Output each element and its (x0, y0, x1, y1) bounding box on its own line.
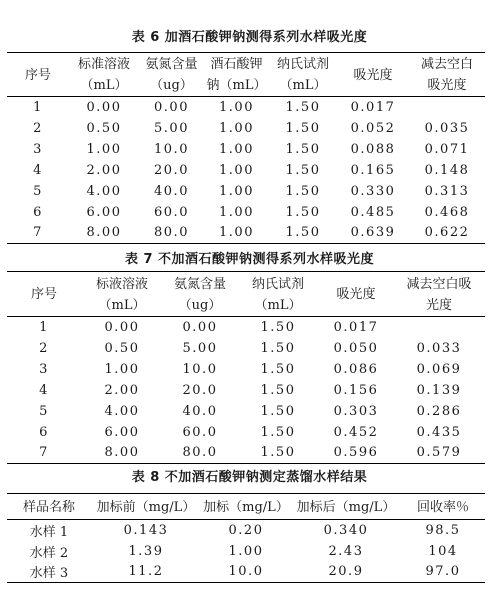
table8-header-cell: 样品名称 (22, 499, 75, 515)
table7-header-cell: 吸光度 (336, 287, 376, 302)
table7-caption: 表 7 不加酒石酸钾钠测得系列水样吸光度 (124, 252, 375, 267)
table7-cell: 1 (39, 319, 49, 335)
table7-cell: 60.0 (182, 424, 218, 440)
table6-cell: 1.00 (86, 141, 122, 157)
table6-cell: 3 (33, 141, 43, 157)
table8-cell: 97.0 (425, 564, 461, 580)
table6-cell: 0.330 (350, 183, 396, 199)
table8-header-cell: 回收率％ (416, 499, 469, 515)
table6-cell: 0.071 (424, 141, 470, 157)
table8-row (7, 541, 485, 562)
table8-row (7, 520, 485, 541)
table7-cell: 4.00 (104, 403, 140, 419)
table6-header-cell: 酒石酸钾 钠（mL） (206, 57, 267, 93)
table7-header (7, 272, 485, 317)
table7-row (7, 401, 485, 422)
table6-cell: 0.622 (424, 225, 470, 241)
table7-header-cell: 氨氮含量 （ug） (173, 276, 226, 313)
table7-cell: 0.286 (416, 403, 462, 419)
table8-cell: 水样 1 (29, 524, 69, 540)
table8-cell: 2.43 (328, 543, 364, 559)
table6-cell: 1.50 (285, 225, 321, 241)
table6-cell: 1.50 (285, 120, 321, 136)
table8-body (7, 520, 485, 583)
table6-header-cell: 标准溶液 （mL） (77, 57, 130, 93)
table7-cell: 1.50 (260, 445, 296, 461)
table8-cell: 水样 2 (29, 545, 69, 561)
table7-cell: 0.033 (416, 340, 462, 356)
table7-cell: 2 (39, 340, 49, 356)
table6-cell: 1.00 (219, 183, 254, 199)
table7-cell: 2.00 (104, 382, 140, 398)
table6-row (7, 223, 485, 244)
table6-cell: 1.00 (219, 99, 254, 115)
table6-row (7, 181, 485, 202)
table8-header-cell: 加标前（mg/L） (96, 499, 196, 515)
table6-row (7, 118, 485, 139)
table6-cell: 8.00 (86, 225, 122, 241)
table6-cell: 80.0 (154, 225, 189, 241)
table6-cell: 0.468 (424, 204, 470, 220)
table6-body (7, 97, 485, 244)
table7-cell: 0.050 (333, 340, 379, 356)
table7 (7, 271, 485, 464)
table6-cell: 1.50 (285, 141, 321, 157)
table7-cell: 1.50 (260, 319, 296, 335)
table7-cell: 1.50 (260, 382, 296, 398)
table6-cell: 7 (33, 225, 43, 241)
table7-cell: 0.596 (333, 445, 379, 461)
table6-cell: 6.00 (86, 204, 122, 220)
table8-header (7, 494, 485, 520)
table7-header-cell: 序号 (30, 287, 57, 302)
table7-cell: 4 (39, 382, 49, 398)
table6-cell: 0.088 (350, 141, 396, 157)
table7-cell: 0.303 (333, 403, 379, 419)
table7-row (7, 359, 485, 380)
table7-cell: 3 (39, 361, 49, 377)
table7-header-cell: 减去空白吸 光度 (406, 276, 472, 313)
table7-cell: 80.0 (182, 445, 218, 461)
table6-cell: 20.0 (154, 162, 189, 178)
table8-row (7, 562, 485, 583)
table7-cell: 1.50 (260, 361, 296, 377)
table7-row (7, 338, 485, 359)
table8 (7, 493, 485, 583)
table6-header-cell: 减去空白 吸光度 (420, 57, 473, 93)
table6-row (7, 139, 485, 160)
table7-cell: 7 (39, 445, 49, 461)
table7-cell: 0.452 (333, 424, 379, 440)
table6-cell: 1.50 (285, 183, 321, 199)
table6-cell: 40.0 (154, 183, 189, 199)
table7-row (7, 443, 485, 464)
table6-cell: 5 (33, 183, 43, 199)
table8-cell: 10.0 (228, 564, 264, 580)
table7-cell: 1.50 (260, 340, 296, 356)
table7-cell: 1.50 (260, 403, 296, 419)
table7-cell: 0.156 (333, 382, 379, 398)
table6-row (7, 202, 485, 223)
table6-row (7, 160, 485, 181)
table8-cell: 1.39 (128, 543, 164, 559)
table6-cell: 1 (33, 99, 43, 115)
table6-cell: 0.50 (86, 120, 122, 136)
table6-cell: 0.485 (350, 204, 396, 220)
table6-cell: 1.00 (219, 141, 254, 157)
table6-cell: 1.00 (219, 162, 254, 178)
table7-row (7, 317, 485, 338)
table7-cell: 1.50 (260, 424, 296, 440)
table6-header-cell: 序号 (24, 67, 51, 83)
table8-caption: 表 8 不加酒石酸钾钠测定蒸馏水样结果 (131, 470, 368, 485)
table6-cell: 0.639 (350, 225, 396, 241)
table6-cell: 4 (33, 162, 43, 178)
table7-cell: 0.069 (416, 361, 462, 377)
table7-cell: 5.00 (182, 340, 218, 356)
table6-cell: 4.00 (86, 183, 122, 199)
table7-cell: 40.0 (182, 403, 218, 419)
table6-cell (409, 97, 485, 118)
table7-cell: 0.086 (333, 361, 379, 377)
table6-cell: 1.50 (285, 99, 321, 115)
table6-cell: 2 (33, 120, 43, 136)
table7-body (7, 317, 485, 464)
table8-cell: 1.00 (228, 543, 264, 559)
table6-cell: 0.313 (424, 183, 470, 199)
table8-header-cell: 加标（mg/L） (203, 499, 289, 515)
table6 (7, 52, 485, 244)
table7-header-cell: 纳氏试剂 （mL） (251, 276, 304, 313)
table7-cell: 6 (39, 424, 49, 440)
table6-cell: 0.148 (424, 162, 470, 178)
table6-cell: 0.165 (350, 162, 396, 178)
table7-cell: 8.00 (104, 445, 140, 461)
table8-cell: 104 (428, 543, 458, 559)
table8-cell: 20.9 (328, 564, 364, 580)
table6-row (7, 97, 485, 118)
table6-cell: 0.017 (350, 99, 396, 115)
table8-header-cell: 加标后（mg/L） (296, 499, 396, 515)
table7-cell: 0.50 (104, 340, 140, 356)
table7-cell: 5 (39, 403, 49, 419)
table7-cell: 20.0 (182, 382, 218, 398)
table6-cell: 6 (33, 204, 43, 220)
table6-cell: 60.0 (154, 204, 189, 220)
table6-header-cell: 纳氏试剂 （mL） (276, 57, 329, 93)
table7-cell (393, 317, 485, 338)
table6-caption: 表 6 加酒石酸钾钠测得系列水样吸光度 (131, 30, 368, 45)
table6-cell: 10.0 (154, 141, 189, 157)
table6-cell: 0.035 (424, 120, 470, 136)
table6-cell: 1.00 (219, 204, 254, 220)
table8-cell: 98.5 (425, 522, 461, 538)
table8-cell: 11.2 (128, 564, 164, 580)
table6-header-cell: 吸光度 (353, 67, 393, 83)
table6-cell: 0.00 (86, 99, 122, 115)
table8-cell: 0.20 (228, 522, 264, 538)
table8-cell: 0.143 (123, 522, 169, 538)
table6-cell: 2.00 (86, 162, 122, 178)
table7-cell: 0.00 (104, 319, 140, 335)
table6-header-cell: 氨氮含量 （ug） (145, 57, 198, 93)
table7-cell: 1.00 (104, 361, 140, 377)
table6-cell: 1.50 (285, 162, 321, 178)
table7-cell: 0.00 (182, 319, 218, 335)
table7-row (7, 380, 485, 401)
table8-cell: 0.340 (323, 522, 369, 538)
table6-cell: 0.00 (154, 99, 189, 115)
table7-cell: 0.435 (416, 424, 462, 440)
table6-cell: 1.00 (219, 225, 254, 241)
table7-cell: 0.139 (416, 382, 462, 398)
table6-cell: 0.052 (350, 120, 396, 136)
table7-row (7, 422, 485, 443)
table6-cell: 5.00 (154, 120, 189, 136)
table7-header-cell: 标液溶液 （mL） (95, 276, 148, 313)
table6-cell: 1.50 (285, 204, 321, 220)
table8-cell: 水样 3 (29, 566, 69, 582)
table7-cell: 6.00 (104, 424, 140, 440)
table6-cell: 1.00 (219, 120, 254, 136)
table7-cell: 10.0 (182, 361, 218, 377)
table7-cell: 0.579 (416, 445, 462, 461)
table7-cell: 0.017 (333, 319, 379, 335)
table6-header (7, 53, 485, 97)
